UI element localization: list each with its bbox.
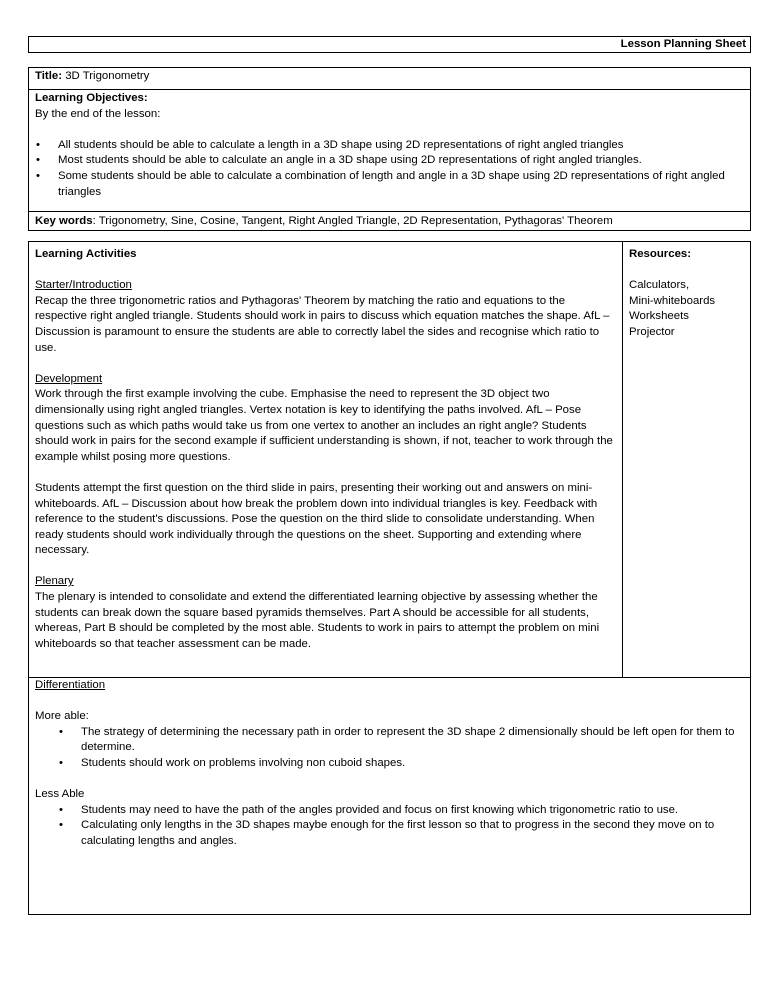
activities-heading: Learning Activities bbox=[35, 248, 137, 260]
development-text-2: Students attempt the first question on the third slide in pairs, presenting their working out and answers on mini-whiteboards. AfL – Discussion about how break the problem down into individual triangles is key. Feedback with reference to the student's discussions. Pose the question on the third slide to consolidate understanding. When ready students should work individually through the questions on the sheet. Supporting and extending where necessary. bbox=[35, 481, 598, 557]
development-text-1: Work through the first example involving the cube. Emphasise the need to represent the 3D object two dimensionally using right angled triangles. Vertex notation is key to identifying the paths involved. AfL – Pose questions such as which paths would take us from one vertex to another an includes an right angle? Students should work in pairs for the second example if sufficient understanding is shown, if not, teacher to work through the example whilst posing more questions. bbox=[35, 388, 613, 463]
resource-item: Calculators, bbox=[629, 279, 690, 292]
objective-item: • All students should be able to calculate a length in a 3D shape using 2D representations of right angled triangles bbox=[58, 138, 744, 154]
activities-box bbox=[28, 241, 751, 678]
objectives-list bbox=[35, 138, 744, 200]
keywords-row bbox=[29, 211, 750, 231]
title-row bbox=[29, 68, 750, 90]
header-title: Lesson Planning Sheet bbox=[620, 38, 746, 50]
less-able-list bbox=[35, 803, 744, 850]
resources-column bbox=[623, 242, 750, 677]
keywords-label: Key words bbox=[35, 215, 93, 227]
resource-item: Worksheets bbox=[629, 310, 689, 323]
differentiation-box bbox=[28, 677, 751, 915]
more-able-item: • Students should work on problems involving non cuboid shapes. bbox=[81, 756, 744, 772]
objective-item: • Most students should be able to calculate an angle in a 3D shape using 2D representations of right angled triangles. bbox=[58, 153, 744, 169]
starter-text: Recap the three trigonometric ratios and Pythagoras' Theorem by matching the ratio and equations to the respective right angled triangle. Students should work in pairs to discuss which equation matches the shape. AfL – Discussion is paramount to ensure the students are able to correctly label the sides and recognise which ratio to use. bbox=[35, 294, 610, 354]
resources-heading: Resources: bbox=[629, 248, 692, 260]
objectives-section bbox=[29, 90, 750, 211]
development-heading: Development bbox=[35, 372, 103, 385]
header-box bbox=[28, 36, 751, 53]
resource-item: Mini-whiteboards bbox=[629, 294, 716, 307]
plenary-text: The plenary is intended to consolidate and extend the differentiated learning objective by assessing whether the students can break down the square based pyramids themselves. Part A should be accessible for all students, whereas, Part B should be completed by the most able. Students to work in pairs to attempt the problem on mini whiteboards so that teacher assessment can be made. bbox=[35, 591, 600, 650]
title-label: Title: bbox=[35, 70, 63, 82]
plenary-heading: Plenary bbox=[35, 575, 74, 588]
differentiation-heading: Differentiation bbox=[35, 679, 106, 691]
activities-column bbox=[29, 242, 623, 677]
less-able-item: • Students may need to have the path of the angles provided and focus on first knowing which trigonometric ratio to use. bbox=[81, 803, 744, 819]
more-able-label: More able: bbox=[35, 710, 89, 723]
resource-item: Projector bbox=[629, 325, 675, 338]
objectives-label: Learning Objectives: bbox=[35, 92, 148, 104]
keywords-value: : Trigonometry, Sine, Cosine, Tangent, Right Angled Triangle, 2D Representation, Pythagoras' Theorem bbox=[92, 215, 613, 227]
title-value: 3D Trigonometry bbox=[65, 70, 150, 82]
more-able-list bbox=[35, 725, 744, 772]
more-able-item: • The strategy of determining the necessary path in order to represent the 3D shape 2 dimensionally should be left open for them to determine. bbox=[81, 725, 744, 756]
objectives-intro: By the end of the lesson: bbox=[35, 107, 161, 120]
summary-box bbox=[28, 67, 751, 231]
starter-heading: Starter/Introduction bbox=[35, 279, 132, 292]
less-able-item: • Calculating only lengths in the 3D shapes maybe enough for the first lesson so that to progress in the second they move on to calculating lengths and angles. bbox=[81, 818, 744, 849]
less-able-label: Less Able bbox=[35, 788, 85, 801]
objective-item: • Some students should be able to calculate a combination of length and angle in a 3D shape using 2D representations of right angled triangles bbox=[58, 169, 744, 200]
